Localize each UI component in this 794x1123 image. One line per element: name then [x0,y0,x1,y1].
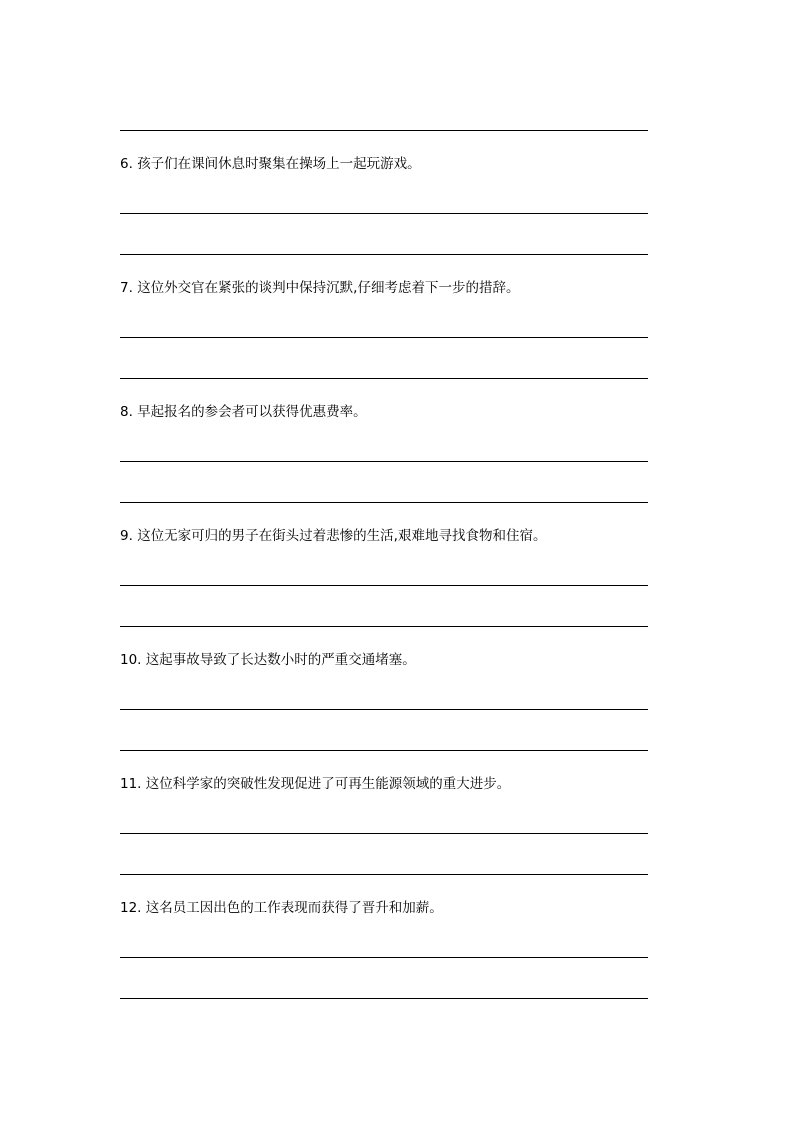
answer-line [120,998,648,999]
answer-line [120,833,648,834]
answer-line [120,337,648,338]
question-number: 8. [120,404,133,420]
question-number: 11. [120,776,142,792]
answer-line [120,709,648,710]
question-text: 这位外交官在紧张的谈判中保持沉默,仔细考虑着下一步的措辞。 [137,280,520,296]
answer-line [120,254,648,255]
question-number: 7. [120,280,133,296]
answer-line [120,626,648,627]
question-number: 10. [120,652,142,668]
question-10 [120,651,680,669]
answer-line [120,213,648,214]
question-text: 这位科学家的突破性发现促进了可再生能源领域的重大进步。 [145,776,511,792]
answer-line [120,957,648,958]
question-7 [120,279,680,297]
question-12 [120,899,680,917]
answer-line [120,461,648,462]
answer-line [120,585,648,586]
question-text: 这起事故导致了长达数小时的严重交通堵塞。 [145,652,416,668]
answer-line [120,874,648,875]
question-8 [120,403,680,421]
question-9 [120,527,680,545]
question-number: 9. [120,528,133,544]
question-text: 孩子们在课间休息时聚集在操场上一起玩游戏。 [137,156,421,172]
question-text: 这位无家可归的男子在街头过着悲惨的生活,艰难地寻找食物和住宿。 [137,528,547,544]
question-number: 12. [120,900,142,916]
answer-line [120,502,648,503]
question-11 [120,775,680,793]
question-text: 早起报名的参会者可以获得优惠费率。 [137,404,367,420]
answer-line [120,130,648,131]
answer-line [120,750,648,751]
question-6 [120,155,680,173]
question-number: 6. [120,156,133,172]
question-text: 这名员工因出色的工作表现而获得了晋升和加薪。 [145,900,443,916]
answer-line [120,378,648,379]
